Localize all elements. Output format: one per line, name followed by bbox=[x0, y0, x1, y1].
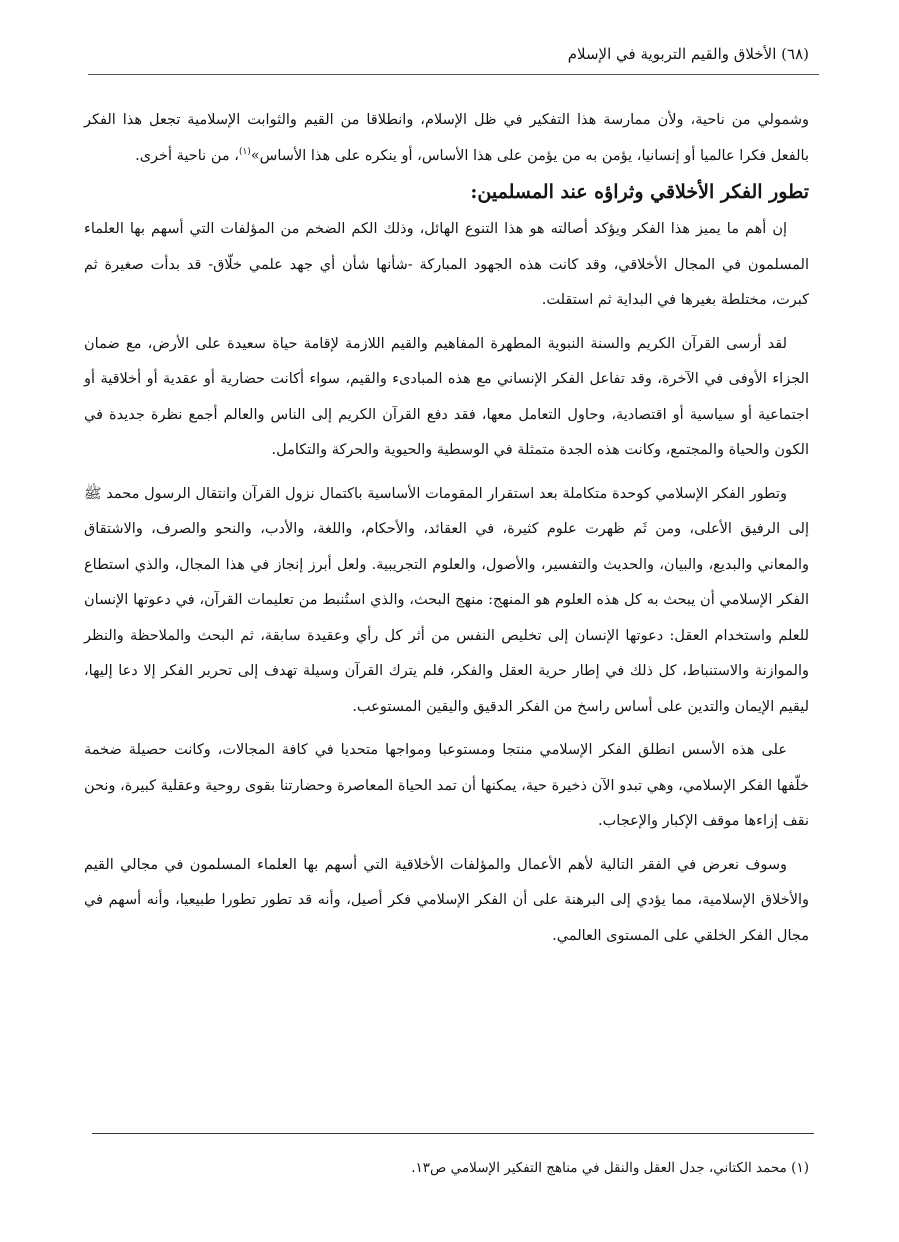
book-title: الأخلاق والقيم التربوية في الإسلام bbox=[567, 45, 777, 63]
paragraph-4: على هذه الأسس انطلق الفكر الإسلامي منتجا ومستوعبا ومواجها متحديا في كافة المجالات، وكانت حصيلة ضخمة خلّفها الفكر الإسلامي، وهي تبدو الآن ذخيرة حية، يمكنها أن تمد الحياة المعاصرة وحضارتنا بقوى روحية وعقلية كبيرة، ونحن نقف إزاءها موقف الإكبار والإعجاب. bbox=[84, 742, 809, 829]
footnote: (١) محمد الكتاني، جدل العقل والنقل في مناهج التفكير الإسلامي ص١٣. bbox=[411, 1160, 809, 1176]
footnote-divider bbox=[92, 1133, 814, 1134]
paragraph-text: وشمولي من ناحية، ولأن ممارسة هذا التفكير في ظل الإسلام، وانطلاقا من القيم والثوابت الإسلامية تجعل هذا الفكر بالفعل فكرا عالميا أو إنسانيا، يؤمن به من يؤمن على هذا الأساس، أو ينكره على هذا الأساس» bbox=[84, 112, 809, 164]
page-number: (٦٨) bbox=[781, 45, 809, 63]
main-text bbox=[84, 103, 809, 962]
footnote-ref: (١) bbox=[238, 146, 251, 157]
paragraph-3: وتطور الفكر الإسلامي كوحدة متكاملة بعد استقرار المقومات الأساسية باكتمال نزول القرآن وانتقال الرسول محمد ﷺ إلى الرفيق الأعلى، ومن ثَم ظهرت علوم كثيرة، في العقائد، والأحكام، واللغة، والأدب، والنحو والصرف، والاشتقاق والمعاني والبديع، والبيان، والحديث والتفسير، والأصول، والعلوم التجريبية. ولعل أبرز إنجاز في هذا المجال، والذي استطاع الفكر الإسلامي أن يبحث به كل هذه العلوم هو المنهج: منهج البحث، والذي استُنبط من تعليمات القرآن، في دعوتها الإنسان للعلم واستخدام العقل: دعوتها الإنسان إلى تخليص النفس من أثر كل رأي وعقيدة سابقة، ثم البحث والملاحظة والنظر والموازنة والاستنباط، كل ذلك في إطار حرية العقل والفكر، فلم يترك القرآن وسيلة تهدف إلى تحرير الفكر إلا دعا إليها، ليقيم الإيمان والتدين على أساس راسخ من الفكر الدقيق واليقين المستوعب. bbox=[84, 485, 809, 715]
header-divider bbox=[88, 74, 819, 75]
paragraph-2: لقد أرسى القرآن الكريم والسنة النبوية المطهرة المفاهيم والقيم اللازمة لإقامة حياة سعيدة على الأرض، مع ضمان الجزاء الأوفى في الآخرة، وقد تفاعل الفكر الإنساني مع هذه المبادىء والقيم، سواء أكانت حضارية أو عقدية أو أخلاقية أو اجتماعية أو سياسية أو اقتصادية، وحاول التعامل معها، فقد دفع القرآن الكريم إلى الناس والعالم أجمع نظرة جديدة في الكون والحياة والمجتمع، وكانت هذه الجدة متمثلة في الوسطية والحيوية والحركة والتكامل. bbox=[84, 335, 809, 458]
paragraph-continued bbox=[84, 103, 809, 174]
section-heading: تطور الفكر الأخلاقي وثراؤه عند المسلمين: bbox=[470, 181, 809, 203]
paragraph-end: ، من ناحية أخرى. bbox=[135, 147, 239, 164]
paragraph-5: وسوف نعرض في الفقر التالية لأهم الأعمال والمؤلفات الأخلاقية التي أسهم بها العلماء المسلمون في مجالي القيم والأخلاق الإسلامية، مما يؤدي إلى البرهنة على أن الفكر الإسلامي فكر أصيل، وأنه قد تطور تطورا طبيعيا، وأنه أسهم في مجال الفكر الخلقي على المستوى العالمي. bbox=[84, 856, 809, 944]
running-header bbox=[568, 44, 809, 64]
paragraph-1: إن أهم ما يميز هذا الفكر ويؤكد أصالته هو هذا التنوع الهائل، وذلك الكم الضخم من المؤلفات التي أسهم بها العلماء المسلمون في المجال الأخلاقي، وقد كانت هذه الجهود المباركة -شأنها شأن أي جهد علمي خلّاق- قد بدأت صغيرة ثم كبرت، مختلطة بغيرها في البداية ثم استقلت. bbox=[84, 221, 809, 308]
